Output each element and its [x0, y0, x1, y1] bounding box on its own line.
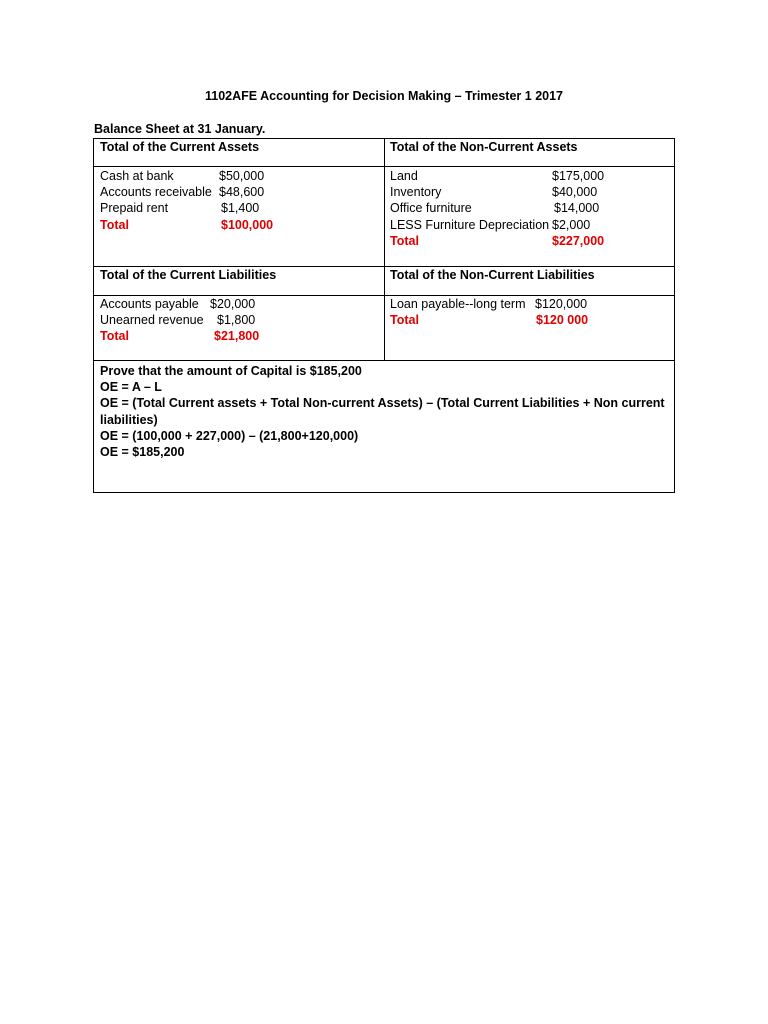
current-liabilities-block — [100, 296, 380, 345]
item-label: Unearned revenue — [100, 313, 204, 328]
item-label: Accounts receivable — [100, 185, 212, 200]
non-current-assets-header: Total of the Non-Current Assets — [390, 140, 578, 154]
item-value: $1,400 — [221, 201, 260, 216]
current-liabilities-header: Total of the Current Liabilities — [100, 268, 277, 282]
total-value: $21,800 — [214, 329, 260, 344]
current-assets-header: Total of the Current Assets — [100, 140, 260, 154]
total-row — [100, 217, 380, 233]
list-item — [100, 296, 380, 312]
total-row — [390, 312, 670, 328]
item-value: $2,000 — [552, 217, 591, 232]
item-value: $20,000 — [210, 297, 256, 311]
non-current-liabilities-block — [390, 296, 670, 328]
total-label: Total — [390, 233, 419, 248]
total-label: Total — [390, 313, 419, 328]
list-item — [390, 217, 670, 233]
list-item — [100, 312, 380, 328]
total-label: Total — [100, 329, 129, 344]
proof-line: OE = (100,000 + 227,000) – (21,800+120,000) — [100, 428, 359, 443]
balance-sheet-caption: Balance Sheet at 31 January. — [94, 122, 266, 136]
list-item — [390, 168, 670, 184]
column-divider — [384, 139, 385, 360]
proof-line: OE = $185,200 — [100, 445, 185, 460]
list-item — [100, 200, 380, 216]
proof-line: OE = (Total Current assets + Total Non-current Assets) – (Total Current Liabilities + Non current liabilities) — [100, 396, 665, 427]
non-current-assets-block — [390, 168, 670, 249]
proof-line: Prove that the amount of Capital is $185,200 — [100, 364, 362, 378]
item-value: $48,600 — [219, 185, 265, 200]
item-label: Prepaid rent — [100, 201, 169, 216]
item-value: $50,000 — [219, 169, 265, 183]
balance-sheet-table — [93, 138, 675, 493]
document-title: 1102AFE Accounting for Decision Making – Trimester 1 2017 — [205, 89, 563, 103]
list-item — [100, 168, 380, 184]
total-row — [390, 233, 670, 249]
item-value: $40,000 — [552, 185, 598, 200]
item-value: $1,800 — [217, 313, 256, 328]
total-value: $100,000 — [221, 217, 274, 232]
item-label: Inventory — [390, 185, 442, 200]
item-label: Office furniture — [390, 201, 472, 216]
item-label: Land — [390, 169, 418, 183]
proof-line: OE = A – L — [100, 380, 162, 395]
total-row — [100, 328, 380, 344]
row-divider — [94, 360, 674, 361]
item-label: LESS Furniture Depreciation — [390, 217, 550, 232]
list-item — [390, 184, 670, 200]
item-value: $120,000 — [535, 297, 588, 311]
list-item — [390, 296, 670, 312]
current-assets-block — [100, 168, 380, 233]
total-value: $227,000 — [552, 233, 605, 248]
item-label: Accounts payable — [100, 297, 199, 311]
list-item — [100, 184, 380, 200]
total-value: $120 000 — [536, 313, 589, 328]
item-label: Loan payable--long term — [390, 297, 526, 311]
item-label: Cash at bank — [100, 169, 174, 183]
list-item — [390, 200, 670, 216]
total-label: Total — [100, 217, 129, 232]
non-current-liabilities-header: Total of the Non-Current Liabilities — [390, 268, 595, 282]
item-value: $14,000 — [554, 201, 600, 216]
capital-proof — [100, 363, 668, 460]
item-value: $175,000 — [552, 169, 605, 183]
